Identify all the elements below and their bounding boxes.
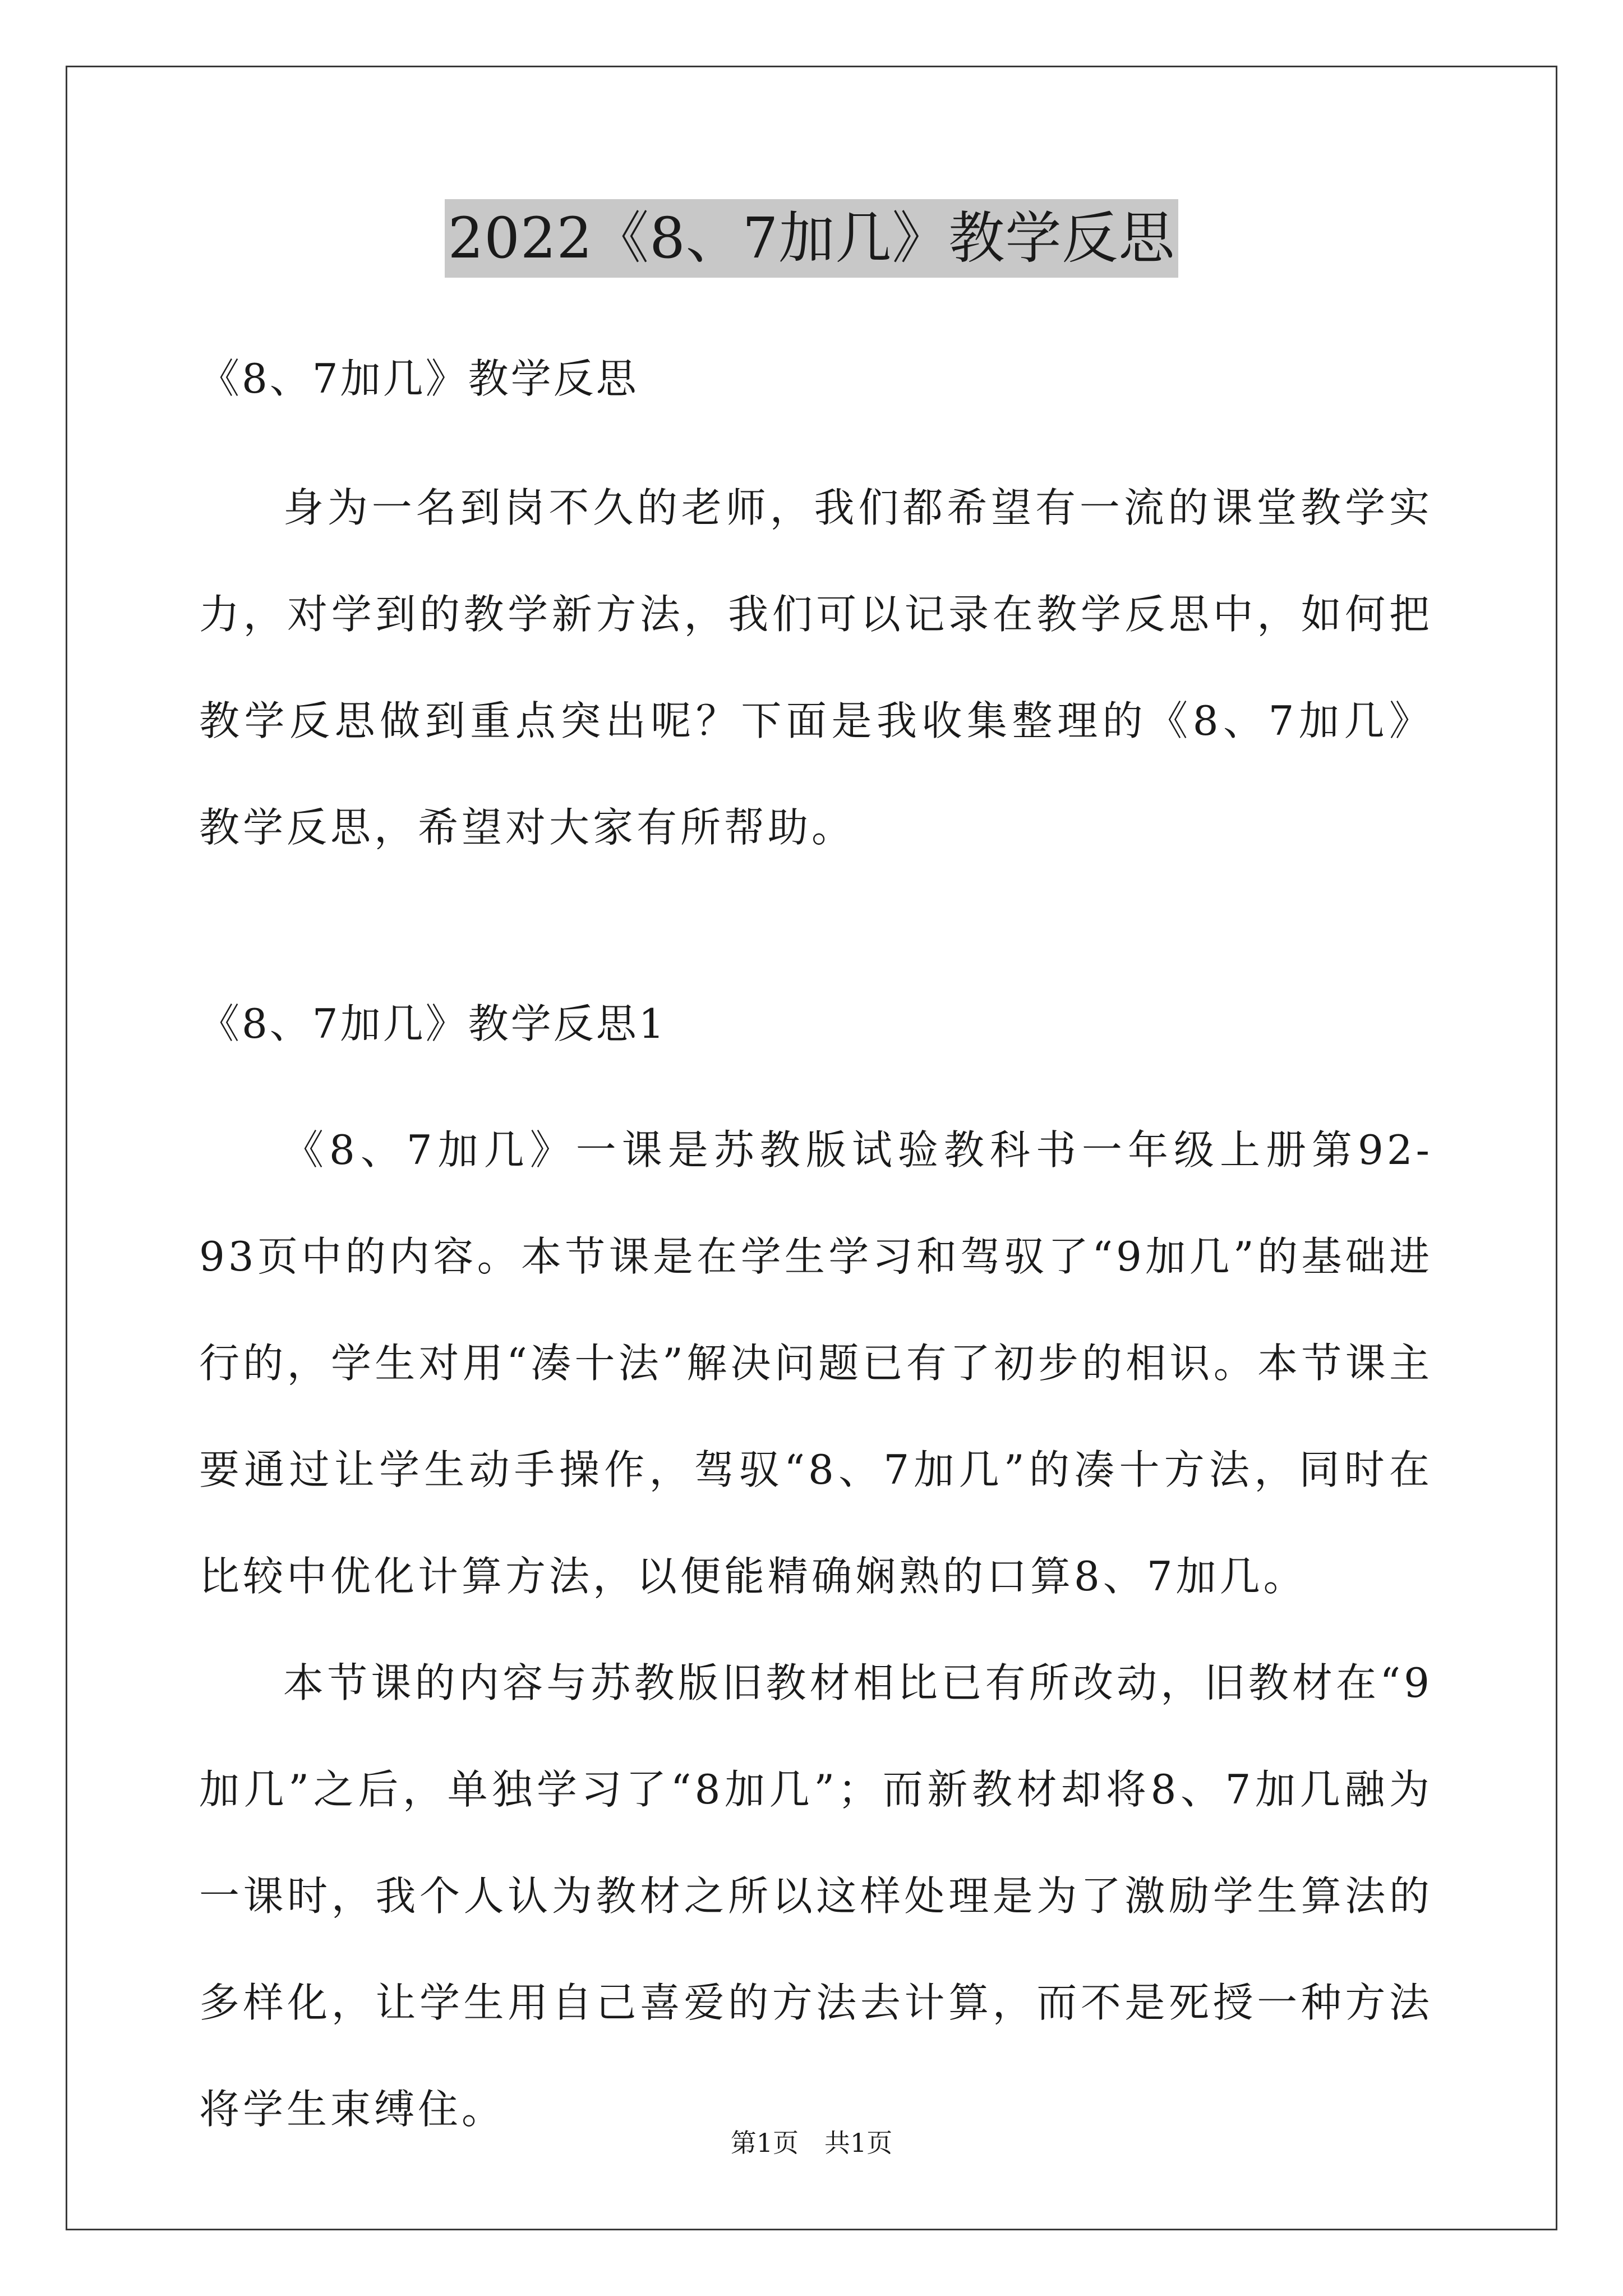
body-paragraph-1: 《8、7加几》一课是苏教版试验教科书一年级上册第92-93页中的内容。本节课是在学生学习和驾驭了“9加几”的基础进行的，学生对用“凑十法”解决问题已有了初步的相识。本节课主要通过让学生动手操作，驾驭“8、7加几”的凑十方法，同时在比较中优化计算方法，以便能精确娴熟的口算8、7加几。 [199, 1126, 1433, 1600]
document-subtitle: 《8、7加几》教学反思 [199, 355, 639, 402]
body-paragraph-2: 本节课的内容与苏教版旧教材相比已有所改动，旧教材在“9加几”之后，单独学习了“8加几”；而新教材却将8、7加几融为一课时，我个人认为教材之所以这样处理是为了激励学生算法的多样化，让学生用自己喜爱的方法去计算，而不是死授一种方法将学生束缚住。 [199, 1659, 1433, 2133]
intro-paragraph: 身为一名到岗不久的老师，我们都希望有一流的课堂教学实力，对学到的教学新方法，我们可以记录在教学反思中，如何把教学反思做到重点突出呢？下面是我收集整理的《8、7加几》教学反思，希望对大家有所帮助。 [199, 484, 1433, 851]
page-footer: 第1页 共1页 [730, 2128, 893, 2158]
document-title: 2022《8、7加几》教学反思 [445, 199, 1179, 278]
intro-block [199, 454, 1433, 881]
title-container [0, 199, 1623, 278]
section-body [199, 1097, 1433, 2162]
section-heading: 《8、7加几》教学反思1 [199, 1000, 667, 1047]
